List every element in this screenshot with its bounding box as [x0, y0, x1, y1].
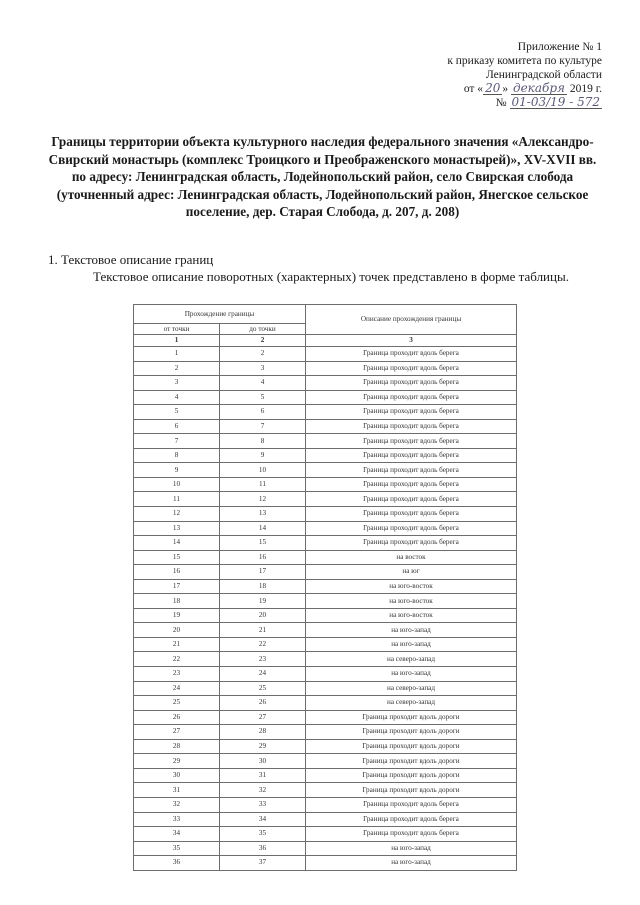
cell-from: 33: [134, 812, 220, 827]
table-row: [134, 347, 517, 362]
cell-from: 31: [134, 783, 220, 798]
cell-to: 22: [220, 637, 306, 652]
cell-from: 11: [134, 492, 220, 507]
header-group: Прохождение границы: [134, 305, 306, 324]
table-row: [134, 521, 517, 536]
cell-desc: Граница проходит вдоль берега: [306, 536, 517, 551]
cell-to: 16: [220, 550, 306, 565]
cell-desc: Граница проходит вдоль берега: [306, 827, 517, 842]
cell-desc: Граница проходит вдоль берега: [306, 812, 517, 827]
cell-to: 5: [220, 390, 306, 405]
cell-to: 18: [220, 579, 306, 594]
cell-to: 30: [220, 754, 306, 769]
table-row: [134, 536, 517, 551]
table-row: [134, 608, 517, 623]
cell-desc: Граница проходит вдоль берега: [306, 492, 517, 507]
appendix-line-1: Приложение № 1: [517, 41, 602, 53]
cell-from: 9: [134, 463, 220, 478]
cell-from: 14: [134, 536, 220, 551]
cell-from: 8: [134, 448, 220, 463]
cell-desc: Граница проходит вдоль берега: [306, 390, 517, 405]
cell-to: 29: [220, 739, 306, 754]
header-to: до точки: [220, 324, 306, 335]
cell-desc: Граница проходит вдоль дороги: [306, 739, 517, 754]
cell-from: 13: [134, 521, 220, 536]
cell-from: 15: [134, 550, 220, 565]
cell-desc: Граница проходит вдоль берега: [306, 521, 517, 536]
cell-to: 34: [220, 812, 306, 827]
document-title: Границы территории объекта культурного наследия федерального значения «Александро-Свирский монастырь (комплекс Троицкого и Преображенского монастырей)», XV-XVII вв. по адресу: Ленинградская область, Лодейнопольский район, село Свирская слобода (уточненный адрес: Ленинградская область, Лодейнопольский район, Янегское сельское поселение, дер. Старая Слобода, д. 207, д. 208): [48, 134, 597, 219]
cell-from: 34: [134, 827, 220, 842]
table-row: [134, 768, 517, 783]
table-row: [134, 754, 517, 769]
cell-to: 25: [220, 681, 306, 696]
cell-to: 14: [220, 521, 306, 536]
cell-desc: на юго-запад: [306, 637, 517, 652]
cell-from: 27: [134, 725, 220, 740]
table-row: [134, 448, 517, 463]
table-row: [134, 361, 517, 376]
cell-to: 7: [220, 419, 306, 434]
cell-desc: Граница проходит вдоль берега: [306, 376, 517, 391]
cell-desc: на юг: [306, 565, 517, 580]
cell-to: 11: [220, 477, 306, 492]
cell-desc: Граница проходит вдоль берега: [306, 419, 517, 434]
cell-from: 10: [134, 477, 220, 492]
cell-desc: на северо-запад: [306, 652, 517, 667]
cell-desc: на юго-восток: [306, 594, 517, 609]
cell-to: 35: [220, 827, 306, 842]
cell-from: 30: [134, 768, 220, 783]
cell-from: 12: [134, 507, 220, 522]
cell-to: 8: [220, 434, 306, 449]
appendix-block: [362, 40, 602, 110]
cell-desc: Граница проходит вдоль берега: [306, 797, 517, 812]
table-row: [134, 594, 517, 609]
col-number: 3: [306, 335, 517, 347]
cell-from: 6: [134, 419, 220, 434]
table-row: [134, 492, 517, 507]
table-row: [134, 681, 517, 696]
table-row: [134, 637, 517, 652]
number-prefix: №: [495, 97, 507, 109]
table-row: [134, 812, 517, 827]
cell-to: 12: [220, 492, 306, 507]
table-row: [134, 405, 517, 420]
cell-desc: Граница проходит вдоль берега: [306, 347, 517, 362]
section-heading: 1. Текстовое описание границ: [48, 252, 214, 267]
cell-to: 33: [220, 797, 306, 812]
cell-from: 18: [134, 594, 220, 609]
cell-desc: на юго-восток: [306, 579, 517, 594]
table-row: [134, 725, 517, 740]
cell-desc: на юго-восток: [306, 608, 517, 623]
cell-desc: Граница проходит вдоль берега: [306, 405, 517, 420]
cell-desc: Граница проходит вдоль берега: [306, 448, 517, 463]
cell-to: 27: [220, 710, 306, 725]
cell-from: 26: [134, 710, 220, 725]
cell-desc: Граница проходит вдоль берега: [306, 463, 517, 478]
cell-to: 6: [220, 405, 306, 420]
cell-desc: на юго-запад: [306, 856, 517, 871]
cell-from: 29: [134, 754, 220, 769]
cell-to: 3: [220, 361, 306, 376]
table-row: [134, 856, 517, 871]
table-row: [134, 841, 517, 856]
cell-to: 17: [220, 565, 306, 580]
cell-to: 32: [220, 783, 306, 798]
cell-from: 1: [134, 347, 220, 362]
table-row: [134, 390, 517, 405]
cell-desc: на восток: [306, 550, 517, 565]
table-row: [134, 434, 517, 449]
cell-from: 35: [134, 841, 220, 856]
cell-desc: Граница проходит вдоль дороги: [306, 768, 517, 783]
cell-from: 5: [134, 405, 220, 420]
cell-from: 36: [134, 856, 220, 871]
cell-from: 24: [134, 681, 220, 696]
table-row: [134, 710, 517, 725]
header-description: Описание прохождения границы: [306, 305, 517, 335]
table-row: [134, 419, 517, 434]
handwritten-day: 20: [485, 81, 501, 95]
cell-from: 17: [134, 579, 220, 594]
cell-to: 19: [220, 594, 306, 609]
cell-to: 36: [220, 841, 306, 856]
order-number-line: [362, 96, 602, 110]
cell-from: 21: [134, 637, 220, 652]
cell-from: 25: [134, 696, 220, 711]
cell-to: 10: [220, 463, 306, 478]
cell-from: 22: [134, 652, 220, 667]
date-prefix: от «: [463, 83, 484, 95]
table-row: [134, 550, 517, 565]
table-row: [134, 797, 517, 812]
cell-from: 32: [134, 797, 220, 812]
table-row: [134, 623, 517, 638]
cell-from: 20: [134, 623, 220, 638]
date-mid: »: [502, 83, 509, 95]
cell-from: 4: [134, 390, 220, 405]
cell-from: 16: [134, 565, 220, 580]
cell-to: 24: [220, 667, 306, 682]
handwritten-month: декабря: [512, 81, 565, 95]
cell-from: 2: [134, 361, 220, 376]
table-row: [134, 739, 517, 754]
cell-desc: Граница проходит вдоль берега: [306, 477, 517, 492]
cell-from: 23: [134, 667, 220, 682]
cell-desc: Граница проходит вдоль дороги: [306, 725, 517, 740]
header-from: от точки: [134, 324, 220, 335]
cell-from: 28: [134, 739, 220, 754]
table-row: [134, 565, 517, 580]
cell-to: 15: [220, 536, 306, 551]
cell-from: 19: [134, 608, 220, 623]
cell-from: 3: [134, 376, 220, 391]
table-body: [134, 347, 517, 871]
cell-desc: Граница проходит вдоль берега: [306, 434, 517, 449]
cell-desc: Граница проходит вдоль дороги: [306, 783, 517, 798]
table-row: [134, 783, 517, 798]
order-date-line: [362, 82, 602, 96]
table-row: [134, 376, 517, 391]
cell-to: 23: [220, 652, 306, 667]
cell-desc: Граница проходит вдоль дороги: [306, 710, 517, 725]
table-row: [134, 652, 517, 667]
cell-to: 20: [220, 608, 306, 623]
cell-desc: на северо-запад: [306, 681, 517, 696]
handwritten-number: 01-03/19 - 572: [511, 95, 600, 109]
cell-to: 4: [220, 376, 306, 391]
cell-to: 37: [220, 856, 306, 871]
cell-to: 2: [220, 347, 306, 362]
table-row: [134, 463, 517, 478]
col-number: 2: [220, 335, 306, 347]
appendix-line-3: Ленинградской области: [485, 69, 602, 81]
col-number: 1: [134, 335, 220, 347]
cell-desc: Граница проходит вдоль берега: [306, 507, 517, 522]
cell-to: 28: [220, 725, 306, 740]
table-row: [134, 477, 517, 492]
table-row: [134, 696, 517, 711]
cell-to: 26: [220, 696, 306, 711]
table-row: [134, 667, 517, 682]
section-paragraph: Текстовое описание поворотных (характерных) точек представлено в форме таблицы.: [93, 269, 569, 284]
cell-desc: на северо-запад: [306, 696, 517, 711]
boundary-table: [133, 304, 517, 871]
cell-to: 9: [220, 448, 306, 463]
cell-to: 21: [220, 623, 306, 638]
table-row: [134, 507, 517, 522]
cell-to: 13: [220, 507, 306, 522]
cell-desc: на юго-запад: [306, 667, 517, 682]
cell-desc: на юго-запад: [306, 623, 517, 638]
table-row: [134, 579, 517, 594]
cell-desc: Граница проходит вдоль дороги: [306, 754, 517, 769]
appendix-line-2: к приказу комитета по культуре: [447, 55, 602, 67]
cell-from: 7: [134, 434, 220, 449]
cell-to: 31: [220, 768, 306, 783]
table-row: [134, 827, 517, 842]
date-year: 2019 г.: [569, 83, 602, 95]
cell-desc: Граница проходит вдоль берега: [306, 361, 517, 376]
cell-desc: на юго-запад: [306, 841, 517, 856]
